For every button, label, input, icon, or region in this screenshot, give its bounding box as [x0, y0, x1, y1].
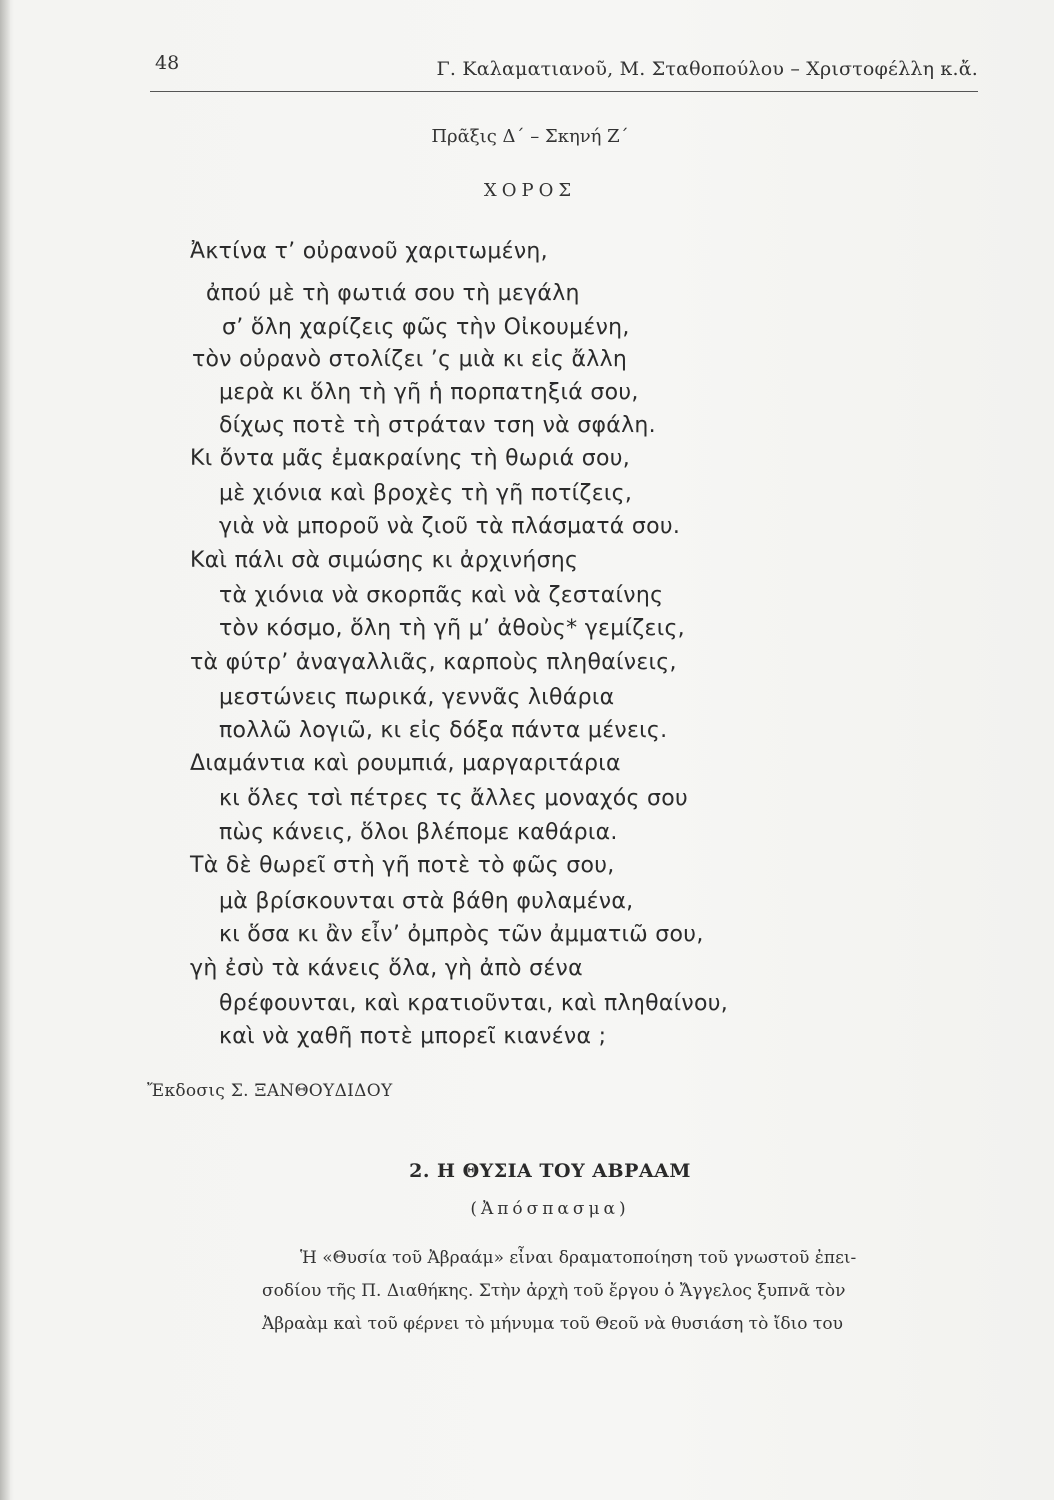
poem-line: θρέφουνται, καὶ κρατιοῦνται, καὶ πληθαίνου, — [219, 991, 729, 1016]
poem-line: Κι ὄντα μᾶς ἐμακραίνης τὴ θωριά σου, — [190, 446, 631, 471]
poem-line: Διαμάντια καὶ ρουμπιά, μαργαριτάρια — [190, 751, 621, 776]
poem-line: τὰ χιόνια νὰ σκορπᾶς καὶ νὰ ζεσταίνης — [219, 583, 664, 608]
choir-heading: ΧΟΡΟΣ — [483, 180, 577, 201]
poem-line: μερὰ κι ὅλη τὴ γῆ ἡ πορπατηξιά σου, — [219, 380, 639, 405]
poem-line: τὸν οὐρανὸ στολίζει ’ς μιὰ κι εἰς ἄλλη — [192, 347, 628, 372]
poem-line: Ἀκτίνα τ’ οὐρανοῦ χαριτωμένη, — [190, 239, 548, 264]
poem-line: καὶ νὰ χαθῆ ποτὲ μπορεῖ κιανένα ; — [219, 1024, 607, 1049]
poem-line: τὸν κόσμο, ὅλη τὴ γῆ μ’ ἀθοὺς* γεμίζεις, — [219, 616, 685, 641]
poem-line: μεστώνεις πωρικά, γεννᾶς λιθάρια — [219, 685, 615, 710]
section-title: 2. Η ΘΥΣΙΑ ΤΟΥ ΑΒΡΑΑΜ — [409, 1160, 691, 1182]
page-number: 48 — [155, 52, 180, 74]
intro-line: Ἀβραὰμ καὶ τοῦ φέρνει τὸ μήνυμα τοῦ Θεοῦ νὰ θυσιάση τὸ ἴδιο του — [262, 1314, 843, 1334]
poem-line: ἀπού μὲ τὴ φωτιά σου τὴ μεγάλη — [206, 281, 580, 306]
poem-line: κι ὅσα κι ἂν εἶν’ ὀμπρὸς τῶν ἀμματιῶ σου, — [219, 922, 704, 947]
poem-line: τὰ φύτρ’ ἀναγαλλιᾶς, καρποὺς πληθαίνεις, — [190, 650, 677, 675]
poem-line: γὴ ἐσὺ τὰ κάνεις ὅλα, γὴ ἀπὸ σένα — [190, 956, 583, 981]
act-scene-heading: Πρᾶξις Δ΄ – Σκηνή Ζ΄ — [431, 126, 629, 147]
poem-line: μὰ βρίσκουνται στὰ βάθη φυλαμένα, — [219, 889, 634, 914]
section-subtitle: (Ἀπόσπασμα) — [470, 1199, 630, 1219]
poem-line: Τὰ δὲ θωρεῖ στὴ γῆ ποτὲ τὸ φῶς σου, — [190, 853, 615, 878]
intro-line: Ἡ «Θυσία τοῦ Ἀβραάμ» εἶναι δραματοποίηση τοῦ γνωστοῦ ἐπει- — [300, 1248, 857, 1268]
edition-note: Ἔκδοσις Σ. ΞΑΝΘΟΥΔΙΔΟΥ — [147, 1081, 393, 1101]
poem-line: κι ὅλες τσὶ πέτρες τς ἄλλες μοναχός σου — [219, 786, 689, 811]
running-title: Γ. Καλαματιανοῦ, Μ. Σταθοπούλου – Χριστοφέλλη κ.ἄ. — [436, 58, 978, 80]
poem-line: πολλῶ λογιῶ, κι εἰς δόξα πάντα μένεις. — [219, 718, 668, 743]
poem-line: γιὰ νὰ μποροῦ νὰ ζιοῦ τὰ πλάσματά σου. — [219, 514, 681, 539]
intro-line: σοδίου τῆς Π. Διαθήκης. Στὴν ἀρχὴ τοῦ ἔργου ὁ Ἄγγελος ξυπνᾶ τὸν — [262, 1281, 846, 1301]
poem-line: σ’ ὅλη χαρίζεις φῶς τὴν Οἰκουμένη, — [222, 315, 630, 340]
poem-line: μὲ χιόνια καὶ βροχὲς τὴ γῆ ποτίζεις, — [219, 481, 633, 506]
poem-line: Καὶ πάλι σὰ σιμώσης κι ἀρχινήσης — [190, 548, 579, 573]
poem-line: πὼς κάνεις, ὅλοι βλέπομε καθάρια. — [219, 820, 618, 845]
poem-line: δίχως ποτὲ τὴ στράταν τση νὰ σφάλη. — [219, 413, 656, 438]
